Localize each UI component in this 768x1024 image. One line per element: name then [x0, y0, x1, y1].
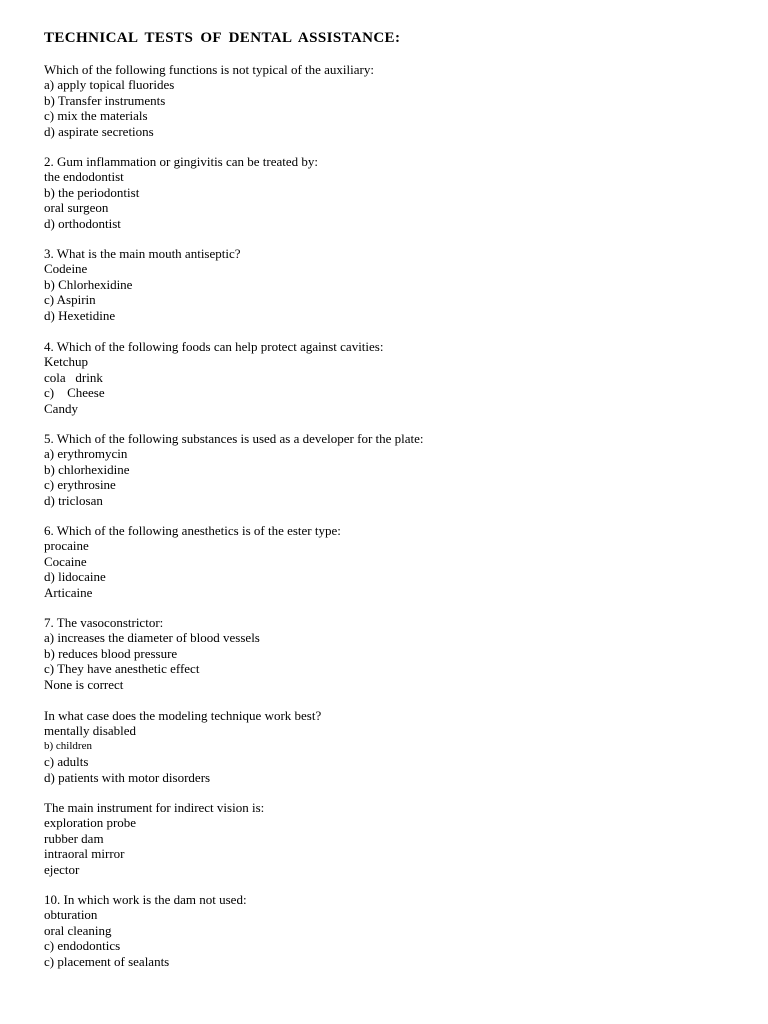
answer-option: oral surgeon — [44, 200, 109, 216]
answer-option: d) lidocaine — [44, 569, 106, 585]
question-block — [44, 431, 424, 508]
question-block — [44, 523, 341, 600]
answer-option: d) orthodontist — [44, 215, 121, 231]
question-block — [44, 615, 260, 692]
answer-option: Articaine — [44, 584, 93, 600]
question-block — [44, 62, 374, 139]
answer-option: b) Chlorhexidine — [44, 276, 133, 292]
answer-option: Codeine — [44, 261, 88, 277]
answer-option: oral cleaning — [44, 922, 112, 938]
answer-option: intraoral mirror — [44, 846, 125, 862]
question-block — [44, 800, 264, 877]
answer-option: c) Aspirin — [44, 292, 96, 308]
answer-option: rubber dam — [44, 830, 104, 846]
answer-option: Ketchup — [44, 354, 89, 370]
question-block — [44, 892, 247, 969]
question-prompt: 10. In which work is the dam not used: — [44, 892, 247, 907]
answer-option: procaine — [44, 538, 89, 554]
answer-option: c) mix the materials — [44, 108, 148, 124]
answer-option: mentally disabled — [44, 723, 137, 739]
question-prompt: 4. Which of the following foods can help protect against cavities: — [44, 339, 384, 354]
answer-option: d) Hexetidine — [44, 307, 116, 323]
question-prompt: 3. What is the main mouth antiseptic? — [44, 246, 241, 261]
answer-option: cola drink — [44, 369, 103, 385]
answer-option: c) They have anesthetic effect — [44, 661, 200, 677]
answer-option: d) patients with motor disorders — [44, 769, 211, 785]
answer-option: b) Transfer instruments — [44, 92, 166, 108]
answer-option: Cocaine — [44, 553, 87, 569]
answer-option: c) erythrosine — [44, 477, 116, 493]
answer-option: c) Cheese — [44, 385, 105, 401]
answer-option: d) triclosan — [44, 492, 103, 508]
document-title: TECHNICAL TESTS OF DENTAL ASSISTANCE: — [44, 30, 401, 46]
answer-option: the endodontist — [44, 169, 124, 185]
answer-option: b) reduces blood pressure — [44, 645, 178, 661]
answer-option: exploration probe — [44, 815, 137, 831]
question-block — [44, 339, 383, 416]
question-block — [44, 246, 241, 323]
question-block — [44, 708, 321, 785]
answer-option: a) increases the diameter of blood vessels — [44, 630, 260, 646]
question-prompt: Which of the following functions is not typical of the auxiliary: — [44, 62, 374, 77]
answer-option: a) apply topical fluorides — [44, 77, 175, 93]
question-block — [44, 154, 318, 231]
answer-option: a) erythromycin — [44, 446, 128, 462]
answer-option: d) aspirate secretions — [44, 123, 154, 139]
question-prompt: 7. The vasoconstrictor: — [44, 615, 164, 630]
answer-option: Candy — [44, 400, 78, 416]
answer-option: c) placement of sealants — [44, 953, 170, 969]
question-prompt: The main instrument for indirect vision is: — [44, 800, 265, 815]
answer-option: b) children — [44, 739, 92, 752]
answer-option: c) adults — [44, 754, 89, 770]
answer-option: c) endodontics — [44, 938, 121, 954]
answer-option: b) the periodontist — [44, 184, 140, 200]
answer-option: b) chlorhexidine — [44, 461, 130, 477]
answer-option: None is correct — [44, 676, 124, 692]
question-prompt: 6. Which of the following anesthetics is of the ester type: — [44, 523, 341, 538]
answer-option: ejector — [44, 861, 80, 877]
answer-option: obturation — [44, 907, 98, 923]
question-prompt: 5. Which of the following substances is used as a developer for the plate: — [44, 431, 424, 446]
question-prompt: 2. Gum inflammation or gingivitis can be treated by: — [44, 154, 319, 169]
question-prompt: In what case does the modeling technique work best? — [44, 708, 322, 723]
